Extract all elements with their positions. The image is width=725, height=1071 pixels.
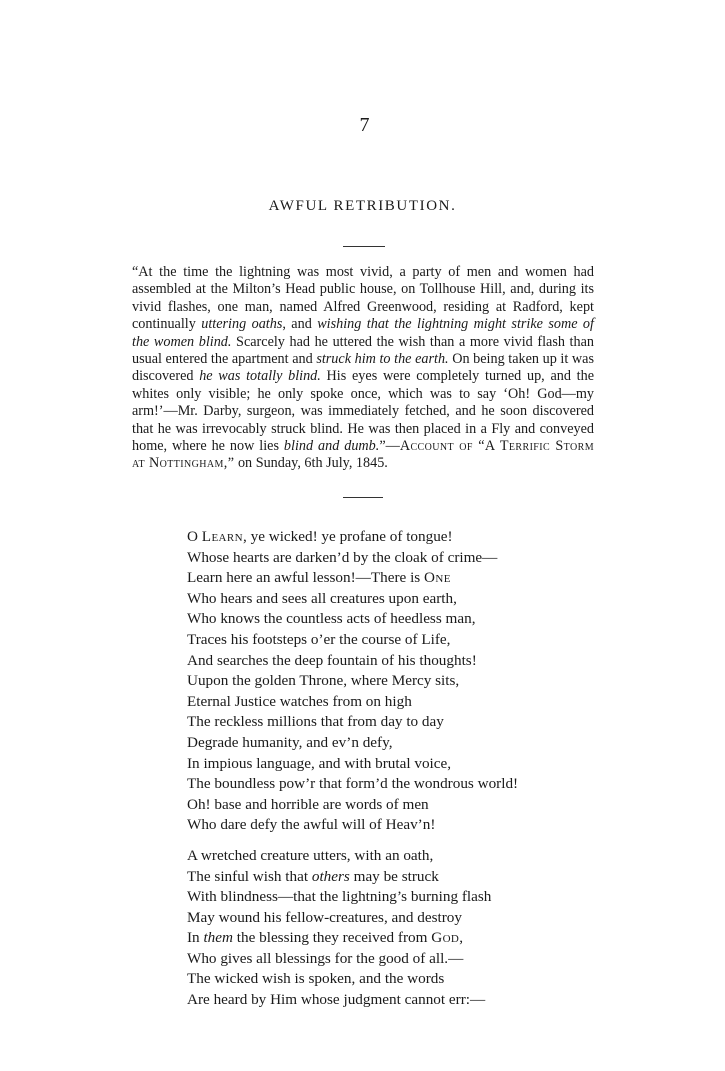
text-run: struck him to the earth. [316, 351, 449, 368]
text-run: others [311, 867, 350, 885]
text-run: Account of “A Terrific Storm at Nottingham,” [132, 438, 594, 472]
poem-line [187, 867, 587, 888]
poem-line [187, 712, 587, 733]
text-run: In impious language, and with brutal voice, [187, 754, 452, 772]
poem-line [187, 908, 587, 929]
poem-line [187, 548, 587, 569]
text-run: In [187, 929, 204, 947]
poem-line [187, 692, 587, 713]
text-run: Degrade humanity, and ev’n defy, [187, 733, 393, 751]
text-run: O [187, 528, 202, 545]
poem-line [187, 589, 587, 610]
poem-line [187, 990, 587, 1011]
text-run: Who dare defy the awful will of Heav’n! [187, 816, 436, 834]
text-run: Learn here an awful lesson!—There is [187, 569, 424, 587]
text-run: , [459, 929, 464, 947]
page-title: AWFUL RETRIBUTION. [268, 198, 457, 214]
poem-line [187, 671, 587, 692]
text-run: One [424, 569, 451, 587]
text-run: Oh! base and horrible are words of men [187, 795, 429, 813]
poem-line [187, 733, 587, 754]
text-run: Who knows the countless acts of heedless man, [187, 610, 476, 628]
prose-text [132, 264, 594, 473]
poem-line [187, 969, 587, 990]
text-run: Who gives all blessings for the good of all.— [187, 949, 464, 967]
text-run: The sinful wish that [187, 867, 312, 885]
text-run: With blindness—that the lightning’s burning flash [187, 888, 492, 906]
title-divider [343, 246, 385, 247]
text-run: A wretched creature utters, with an oath, [187, 846, 434, 864]
poem-line [187, 651, 587, 672]
prose-paragraph [132, 264, 594, 473]
text-run: the blessing they received from [232, 929, 432, 947]
poem-line [187, 949, 587, 970]
text-run: Are heard by Him whose judgment cannot err:— [187, 991, 486, 1009]
text-run: Who hears and sees all creatures upon earth, [187, 589, 457, 607]
text-run: , ye wicked! ye profane of tongue! [243, 528, 453, 545]
poem-line [187, 795, 587, 816]
text-run: on Sunday, 6th July, 1845. [234, 455, 388, 472]
text-run: blind and dumb. [283, 438, 380, 455]
text-run: them [203, 929, 233, 947]
text-run: And searches the deep fountain of his thoughts! [187, 651, 477, 669]
poem-line [187, 754, 587, 775]
text-run: The boundless pow’r that form’d the wondrous world! [187, 775, 519, 793]
poem-line [187, 630, 587, 651]
text-run: Learn [201, 528, 243, 545]
text-run: may be struck [349, 867, 439, 885]
text-run: Scarcely had he uttered the wish than a more vivid flash than usual entered the apartment and [132, 333, 594, 368]
page-number: 7 [359, 114, 370, 136]
text-run: The reckless millions that from day to day [187, 713, 444, 731]
text-run: On being taken up it was discovered [132, 351, 594, 385]
text-run: His eyes were completely turned up, and the whites only visible; he only spoke once, which was to say ‘Oh! God—my arm!’—Mr. Darby, surgeon, was immediately fetched, and he soon discovered that he was irrevocably struck blind. He was then placed in a Fly and conveyed home, where he now lies [132, 368, 594, 455]
section-divider [343, 497, 383, 498]
poem-stanza [187, 527, 587, 836]
poem-line [187, 527, 587, 548]
text-run: , and [282, 316, 318, 333]
text-run: Whose hearts are darken’d by the cloak of crime— [187, 548, 498, 566]
text-run: Uupon the golden Throne, where Mercy sits, [187, 672, 460, 690]
text-run: The wicked wish is spoken, and the words [187, 970, 445, 988]
poem-line [187, 568, 587, 589]
text-run: Eternal Justice watches from on high [187, 692, 412, 710]
poem-stanza [187, 846, 587, 1011]
text-run: Traces his footsteps o’er the course of Life, [187, 630, 451, 648]
poem-line [187, 887, 587, 908]
poem-line [187, 815, 587, 836]
text-run: he was totally blind. [199, 368, 321, 385]
text-run: God [431, 929, 460, 947]
poem-line [187, 846, 587, 867]
text-run: uttering oaths [201, 316, 283, 333]
text-run: wishing that the lightning might strike some of the women blind. [132, 316, 594, 350]
text-run: May wound his fellow-creatures, and destroy [187, 908, 462, 926]
text-run: “At the time the lightning was most vivid, a party of men and women had assembled at the Milton’s Head public house, on Tollhouse Hill, and, during its vivid flashes, one man, named Alfred Greenwood, residing at Radford, kept continually [132, 264, 594, 333]
poem [187, 527, 587, 1011]
text-run: ”— [379, 438, 400, 455]
poem-line [187, 928, 587, 949]
poem-line [187, 609, 587, 630]
poem-line [187, 774, 587, 795]
